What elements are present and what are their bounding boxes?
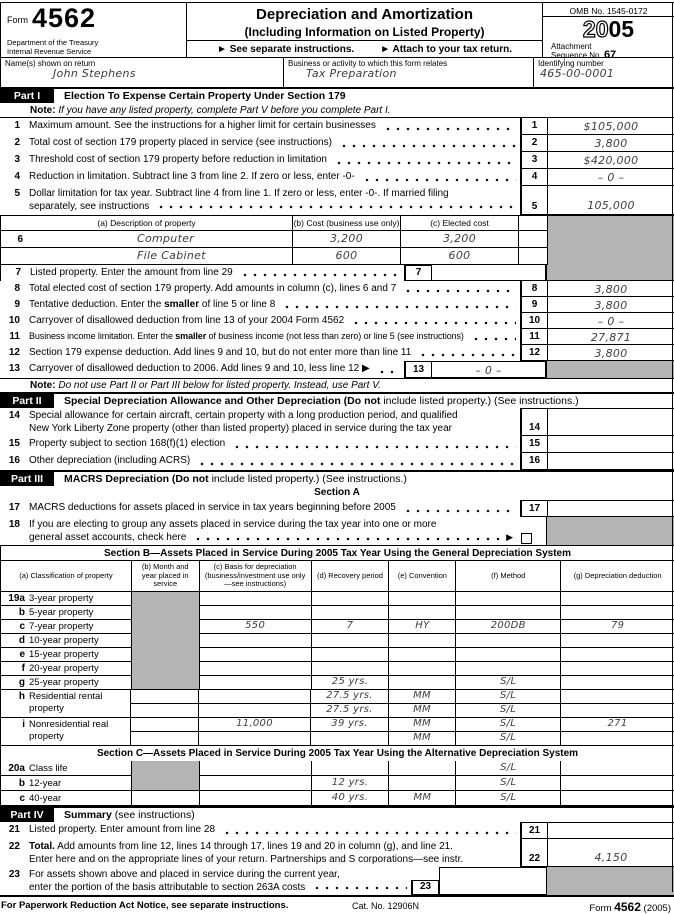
convention-field: MM	[388, 704, 455, 718]
dotted-leader	[377, 369, 400, 375]
basis-field[interactable]: 550	[199, 620, 311, 634]
line-6-row-1: 6 Computer 3,200 3,200	[1, 231, 674, 248]
name-label: Name(s) shown on return	[5, 59, 96, 68]
form-word: Form	[7, 15, 28, 25]
business-field[interactable]: Tax Preparation	[306, 67, 397, 80]
convention-field[interactable]	[388, 676, 455, 690]
col-header-month-year: (b) Month and year placed in service	[131, 561, 199, 592]
basis-field[interactable]	[198, 704, 310, 718]
month-year-field[interactable]	[130, 704, 198, 718]
method-field: S/L	[455, 676, 560, 690]
line-16: 16 Other depreciation (including ACRS) 16	[0, 453, 674, 470]
tax-year	[543, 18, 674, 41]
attach-text: ► Attach to your tax return.	[380, 43, 512, 55]
dotted-leader	[471, 336, 516, 342]
section-a-title: Section A	[314, 487, 360, 498]
recovery-field: 27.5 yrs.	[310, 704, 388, 718]
recovery-field	[310, 732, 388, 746]
part3-tag: Part III	[0, 472, 54, 486]
dotted-leader	[222, 830, 516, 836]
elected-cost-field[interactable]: 3,200	[400, 231, 518, 248]
form-title-block	[187, 3, 543, 57]
month-year-field[interactable]	[131, 791, 199, 806]
elected-cost-field[interactable]: 600	[400, 248, 518, 265]
footer-form-id: Form 4562 (2005)	[589, 900, 671, 914]
col-header-recovery: (d) Recovery period	[311, 561, 389, 592]
line-5: 5 Dollar limitation for tax year. Subtract line 4 from line 1. If zero or less, enter -0-. If married filing separately, see instructions 5 105,000	[0, 186, 674, 215]
deduction-field[interactable]	[560, 704, 674, 718]
row-19g: g 25-year property 25 yrs. S/L	[1, 676, 674, 690]
form-number: 4562	[32, 3, 97, 33]
shaded-cell	[131, 592, 199, 606]
method-field[interactable]	[455, 662, 560, 676]
line-6-table	[0, 215, 674, 281]
method-field: S/L	[455, 776, 560, 791]
part1-bar	[0, 89, 674, 103]
line-15-value[interactable]	[548, 436, 674, 453]
row-19a: 19a 3-year property	[1, 592, 674, 606]
part2-bar: Part II Special Depreciation Allowance and Other Depreciation (Do not include listed property.) (See instructions.)	[0, 392, 674, 408]
line-10-number: 10	[520, 313, 548, 329]
line-17-value[interactable]	[548, 500, 674, 517]
deduction-field[interactable]	[560, 648, 674, 662]
dotted-leader	[240, 272, 400, 278]
row-20b: b 12-year 12 yrs. S/L	[1, 776, 674, 791]
line-7: 7 Listed property. Enter the amount from line 29 7	[1, 265, 674, 281]
dotted-leader	[156, 204, 516, 210]
recovery-field[interactable]	[311, 592, 389, 606]
page-right-border	[672, 2, 673, 892]
convention-field[interactable]	[388, 761, 455, 776]
form-title: Depreciation and Amortization	[256, 6, 473, 23]
shaded-cell	[131, 634, 199, 648]
col-header-cost: (b) Cost (business use only)	[292, 216, 400, 231]
dotted-leader	[232, 444, 516, 450]
part1-title: Election To Expense Certain Property Under Section 179	[64, 90, 346, 102]
recovery-field[interactable]	[311, 662, 389, 676]
line-6-row-2	[1, 248, 674, 265]
deduction-field[interactable]	[560, 592, 674, 606]
method-field[interactable]	[455, 634, 560, 648]
basis-field[interactable]	[199, 761, 311, 776]
line-23: 23 For assets shown above and placed in service during the current year, enter the portion of the basis attributable to section 263A costs 23	[0, 867, 674, 895]
line-2: 2 Total cost of section 179 property placed in service (see instructions) 2 3,800	[0, 135, 674, 152]
convention-field: MM	[388, 791, 455, 806]
line-8-value[interactable]: 3,800	[548, 281, 674, 297]
shaded-cell	[131, 648, 199, 662]
dotted-leader	[362, 177, 516, 183]
shaded-cell	[131, 606, 199, 620]
col-header-method: (f) Method	[455, 561, 560, 592]
line-5-number: 5	[520, 186, 548, 215]
col-header-basis: (c) Basis for depreciation (business/investment use only—see instructions)	[199, 561, 311, 592]
line-14: 14 Special allowance for certain aircraft, certain property with a long production period, and qualified New York Liberty Zone property (other than listed property) placed in service during the tax year 14	[0, 408, 674, 436]
recovery-field: 39 yrs.	[310, 718, 388, 732]
form-number-block	[1, 3, 187, 57]
deduction-field[interactable]: 271	[560, 718, 674, 732]
part4-bar: Part IV Summary (see instructions)	[0, 806, 674, 822]
part1-tag: Part I	[0, 89, 54, 103]
method-field: S/L	[455, 704, 560, 718]
basis-field[interactable]	[199, 606, 311, 620]
section-b-table	[0, 545, 674, 806]
shaded-cell	[546, 361, 674, 378]
dotted-leader	[351, 320, 516, 326]
part2-tag: Part II	[0, 394, 54, 408]
shaded-cell	[131, 761, 199, 776]
basis-field[interactable]	[199, 791, 311, 806]
part1-note-2: Note: Do not use Part II or Part III below for listed property. Instead, use Part V.	[0, 378, 674, 392]
convention-field: MM	[388, 718, 455, 732]
line-15-number: 15	[520, 436, 548, 453]
business-label: Business or activity to which this form relates	[288, 59, 448, 68]
cost-field[interactable]: 3,200	[292, 231, 400, 248]
line-5-value[interactable]: 105,000	[548, 186, 674, 215]
sequence-label: Sequence No.	[551, 51, 602, 60]
shaded-cell	[546, 867, 674, 895]
part3-bar: Part III MACRS Depreciation (Do not include listed property.) (See instructions.)	[0, 470, 674, 486]
convention-field: MM	[388, 690, 455, 704]
col-header-elected-cost: (c) Elected cost	[400, 216, 518, 231]
section-b-title: Section B—Assets Placed in Service During 2005 Tax Year Using the General Depreciation System	[1, 545, 674, 560]
convention-field[interactable]	[388, 634, 455, 648]
attachment-label: Attachment	[551, 42, 592, 51]
line-11: 11 Business income limitation. Enter the smaller of business income (not less than zero) or line 5 (see instructions) 11 27,871	[0, 329, 674, 345]
deduction-field[interactable]	[560, 606, 674, 620]
basis-field[interactable]	[198, 690, 310, 704]
line-12-number: 12	[520, 345, 548, 361]
sequence-number: 67	[603, 49, 617, 61]
line-22-value[interactable]: 4,150	[548, 839, 674, 867]
line-1: 1 Maximum amount. See the instructions for a higher limit for certain businesses 1 $105,000	[0, 118, 674, 135]
line-7-number: 7	[404, 265, 432, 281]
pointer-icon: ▶	[506, 532, 513, 542]
line-16-value[interactable]	[548, 453, 674, 470]
shaded-cell	[131, 776, 199, 791]
dotted-leader	[403, 508, 516, 514]
group-assets-checkbox[interactable]	[521, 533, 532, 544]
line-14-number: 14	[520, 408, 548, 436]
convention-field[interactable]	[388, 662, 455, 676]
deduction-field[interactable]	[560, 676, 674, 690]
convention-field[interactable]: HY	[388, 620, 455, 634]
line-21: 21 Listed property. Enter amount from line 28 21	[0, 822, 674, 839]
recovery-field[interactable]	[311, 648, 389, 662]
cost-field[interactable]: 600	[292, 248, 400, 265]
line-21-number: 21	[520, 822, 548, 839]
line-22: 22 Total. Add amounts from line 12, lines 14 through 17, lines 19 and 20 in column (g), and line 21. Enter here and on the appropriate lines of your return. Partnerships and S corporations—see instr. 22 4,150	[0, 839, 674, 867]
omb-year-block	[543, 3, 674, 61]
line-14-value[interactable]	[548, 408, 674, 436]
recovery-field[interactable]	[311, 606, 389, 620]
convention-field: MM	[388, 732, 455, 746]
line-23-number: 23	[411, 880, 439, 895]
see-instructions-text: ► See separate instructions.	[217, 43, 355, 55]
deduction-field[interactable]	[560, 690, 674, 704]
line-12-value[interactable]: 3,800	[548, 345, 674, 361]
dotted-leader	[339, 143, 516, 149]
basis-field[interactable]	[199, 662, 311, 676]
deduction-field[interactable]	[560, 634, 674, 648]
form-subtitle: (Including Information on Listed Property)	[244, 25, 485, 39]
line-23-value[interactable]	[439, 867, 546, 895]
line-15: 15 Property subject to section 168(f)(1) election 15	[0, 436, 674, 453]
line-9-number: 9	[520, 297, 548, 313]
method-field[interactable]	[455, 648, 560, 662]
property-description-field[interactable]: File Cabinet	[137, 249, 206, 263]
shaded-cell	[131, 620, 199, 634]
recovery-field: 40 yrs.	[311, 791, 389, 806]
line-17-number: 17	[520, 500, 548, 517]
id-number-field[interactable]: 465-00-0001	[540, 67, 615, 80]
property-description-field[interactable]: Computer	[137, 232, 195, 246]
convention-field[interactable]	[388, 592, 455, 606]
line-11-number: 11	[520, 329, 548, 345]
method-field[interactable]	[455, 606, 560, 620]
recovery-field: 25 yrs.	[311, 676, 389, 690]
convention-field[interactable]	[388, 648, 455, 662]
line-13: 13 Carryover of disallowed deduction to 2006. Add lines 9 and 10, less line 12 ▶ 13 – 0 –	[0, 361, 674, 378]
line-3-number: 3	[520, 152, 548, 169]
line-9: 9 Tentative deduction. Enter the smaller of line 5 or line 8 9 3,800	[0, 297, 674, 313]
part1-note: Note: If you have any listed property, complete Part V before you complete Part I.	[0, 103, 674, 118]
col-header-classification: (a) Classification of property	[1, 561, 131, 592]
basis-field[interactable]	[199, 648, 311, 662]
basis-field[interactable]	[199, 634, 311, 648]
form-header	[0, 2, 674, 61]
method-field: S/L	[455, 761, 560, 776]
id-number-label: Identifying number	[538, 59, 604, 68]
paperwork-notice: For Paperwork Reduction Act Notice, see separate instructions.	[1, 900, 289, 911]
row-19b: b 5-year property	[1, 606, 674, 620]
line-13-number: 13	[404, 361, 432, 378]
year-outline: 20	[582, 16, 609, 42]
identity-row	[0, 58, 674, 89]
line-4-value[interactable]: – 0 –	[548, 169, 674, 186]
line-4: 4 Reduction in limitation. Subtract line 3 from line 2. If zero or less, enter -0- 4 – 0 –	[0, 169, 674, 186]
col-header-description: (a) Description of property	[1, 216, 292, 231]
dept-line-1: Department of the Treasury	[7, 38, 99, 47]
line-21-value[interactable]	[548, 822, 674, 839]
convention-field[interactable]	[388, 606, 455, 620]
deduction-field[interactable]: 79	[560, 620, 674, 634]
line-3-value[interactable]: $420,000	[548, 152, 674, 169]
dotted-leader	[282, 304, 516, 310]
method-field[interactable]	[455, 592, 560, 606]
line-7-value[interactable]	[432, 265, 546, 281]
dotted-leader	[418, 352, 516, 358]
deduction-field[interactable]	[560, 776, 674, 791]
month-year-field[interactable]	[130, 718, 198, 732]
row-19h: h Residential rental property 27.5 yrs. MM S/L 27.5 yrs. MM S/L	[1, 690, 674, 718]
line-1-number: 1	[520, 118, 548, 135]
recovery-field[interactable]: 7	[311, 620, 389, 634]
dept-line-2: Internal Revenue Service	[7, 46, 92, 56]
dotted-leader	[197, 461, 516, 467]
line-8-number: 8	[520, 281, 548, 297]
deduction-field[interactable]	[560, 732, 674, 746]
omb-number: OMB No. 1545-0172	[543, 3, 674, 17]
section-c-title: Section C—Assets Placed in Service During 2005 Tax Year Using the Alternative Depreciation System	[96, 748, 579, 759]
catalog-number: Cat. No. 12906N	[352, 901, 420, 911]
line-3: 3 Threshold cost of section 179 property before reduction in limitation 3 $420,000	[0, 152, 674, 169]
deduction-field[interactable]	[560, 761, 674, 776]
line-10: 10 Carryover of disallowed deduction from line 13 of your 2004 Form 4562 10 – 0 –	[0, 313, 674, 329]
recovery-field[interactable]	[311, 761, 389, 776]
dotted-leader	[403, 288, 516, 294]
month-year-field[interactable]	[130, 690, 198, 704]
row-20a: 20a Class life S/L	[1, 761, 674, 776]
method-field: S/L	[455, 718, 560, 732]
line-18: 18 If you are electing to group any assets placed in service during the tax year into one or more general asset accounts, check here ▶	[0, 517, 674, 545]
shaded-cell	[546, 517, 674, 545]
line-22-number: 22	[520, 839, 548, 867]
shaded-cell	[546, 265, 674, 281]
line-2-number: 2	[520, 135, 548, 152]
shaded-cell	[131, 676, 199, 690]
basis-field[interactable]: 11,000	[198, 718, 310, 732]
line-8: 8 Total elected cost of section 179 property. Add amounts in column (c), lines 6 and 7 8 3,800	[0, 281, 674, 297]
dotted-leader	[383, 126, 516, 132]
name-field[interactable]: John Stephens	[53, 67, 136, 80]
line-9-value[interactable]: 3,800	[548, 297, 674, 313]
line-4-number: 4	[520, 169, 548, 186]
line-17: 17 MACRS deductions for assets placed in service in tax years beginning before 2005 17	[0, 500, 674, 517]
col-header-deduction: (g) Depreciation deduction	[560, 561, 674, 592]
shaded-cell	[131, 662, 199, 676]
line-16-number: 16	[520, 453, 548, 470]
dotted-leader	[334, 160, 516, 166]
recovery-field: 12 yrs.	[311, 776, 389, 791]
line-12: 12 Section 179 expense deduction. Add lines 9 and 10, but do not enter more than line 11 12 3,800	[0, 345, 674, 361]
part4-tag: Part IV	[0, 808, 54, 822]
dotted-leader	[193, 536, 502, 542]
convention-field[interactable]	[388, 776, 455, 791]
row-19c: c 7-year property 550 7 HY 200DB 79	[1, 620, 674, 634]
line-13-value[interactable]: – 0 –	[432, 361, 546, 378]
method-field: S/L	[455, 732, 560, 746]
row-20c: c 40-year 40 yrs. MM S/L	[1, 791, 674, 806]
col-header-convention: (e) Convention	[388, 561, 455, 592]
basis-field[interactable]	[199, 676, 311, 690]
basis-field[interactable]	[199, 592, 311, 606]
year-bold: 05	[608, 16, 635, 42]
line-10-value[interactable]: – 0 –	[548, 313, 674, 329]
recovery-field[interactable]	[311, 634, 389, 648]
line-1-value[interactable]: $105,000	[548, 118, 674, 135]
row-19f: f 20-year property	[1, 662, 674, 676]
recovery-field: 27.5 yrs.	[310, 690, 388, 704]
line-11-value[interactable]: 27,871	[548, 329, 674, 345]
month-year-field[interactable]	[130, 732, 198, 746]
row-19d: d 10-year property	[1, 634, 674, 648]
form-footer	[0, 895, 674, 913]
method-field[interactable]: 200DB	[455, 620, 560, 634]
row-19i: i Nonresidential real property 11,000 39 yrs. MM S/L 271 MM S/L	[1, 718, 674, 746]
basis-field[interactable]	[198, 732, 310, 746]
line-2-value[interactable]: 3,800	[548, 135, 674, 152]
deduction-field[interactable]	[560, 662, 674, 676]
method-field: S/L	[455, 791, 560, 806]
method-field: S/L	[455, 690, 560, 704]
dotted-leader	[312, 885, 407, 891]
deduction-field[interactable]	[560, 791, 674, 806]
row-19e: e 15-year property	[1, 648, 674, 662]
basis-field[interactable]	[199, 776, 311, 791]
